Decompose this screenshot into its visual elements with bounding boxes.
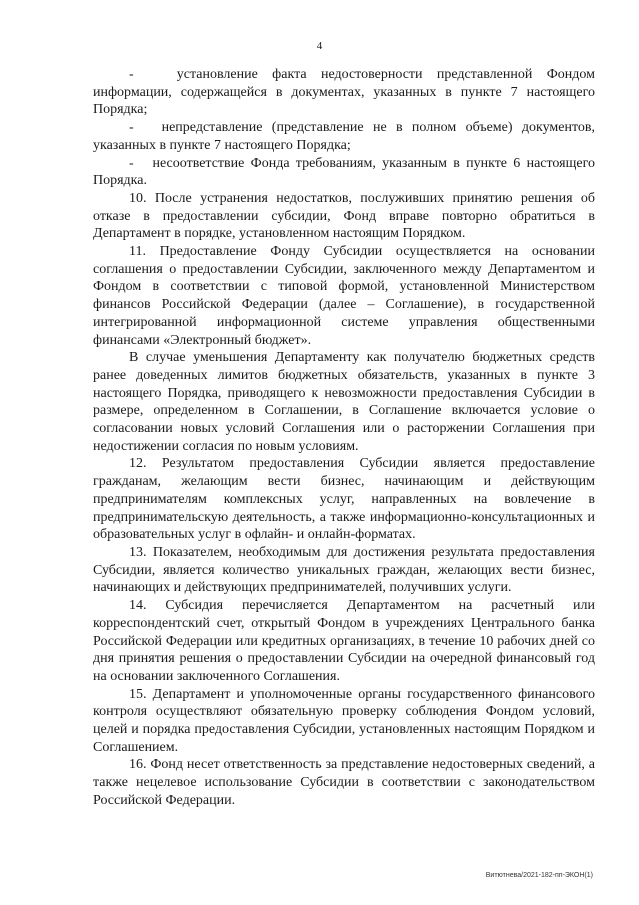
page-number: 4	[316, 40, 323, 52]
paragraph-10: 10. После устранения недостатков, послуживших принятию решения об отказе в предоставлении субсидии, Фонд вправе повторно обратиться в Департамент в порядке, установленном настоящим Порядком.	[93, 190, 595, 242]
document-footer-reference: Витютнева/2021-182-пп-ЭКОН(1)	[485, 872, 593, 879]
paragraph-13: 13. Показателем, необходимым для достижения результата предоставления Субсидии, является количество уникальных граждан, желающих вести бизнес, начинающих и действующих предпринимателей, получивших услуги.	[93, 544, 595, 596]
paragraph-14: 14. Субсидия перечисляется Департаментом на расчетный или корреспондентский счет, открытый Фондом в учреждениях Центрального банка Российской Федерации или кредитных организациях, в течение 10 рабочих дней со дня принятия решения о предоставлении Субсидии на очередной финансовый год на основании заключенного Соглашения.	[93, 598, 595, 684]
paragraph-15: 15. Департамент и уполномоченные органы государственного финансового контроля осуществляют обязательную проверку соблюдения Фондом условий, целей и порядка предоставления Субсидии, установленных настоящим Порядком и Соглашением.	[93, 686, 595, 755]
document-body	[93, 66, 595, 810]
paragraph-bullet-3: - несоответствие Фонда требованиям, указанным в пункте 6 настоящего Порядка.	[93, 155, 595, 189]
paragraph-12: 12. Результатом предоставления Субсидии является предоставление гражданам, желающим вести бизнес, начинающим и действующим предпринимателям комплексных услуг, направленных на вовлечение в предпринимательскую деятельность, а также информационно-консультационных и образовательных услуг в офлайн- и онлайн-форматах.	[93, 456, 595, 543]
paragraph-11-continued: В случае уменьшения Департаменту как получателю бюджетных средств ранее доведенных лимитов бюджетных обязательств, указанных в пункте 3 настоящего Порядка, приводящего к невозможности предоставления Субсидии в размере, определенном в Соглашении, в Соглашение включается условие о согласовании новых условий Соглашения или о расторжении Соглашения при недостижении согласия по новым условиям.	[93, 350, 595, 454]
paragraph-11: 11. Предоставление Фонду Субсидии осуществляется на основании соглашения о предоставлении Субсидии, заключенного между Департаментом и Фондом в соответствии с типовой формой, установленной Министерством финансов Российской Федерации (далее – Соглашение), в государственной интегрированной информационной системе управления общественными финансами «Электронный бюджет».	[93, 244, 595, 348]
paragraph-16: 16. Фонд несет ответственность за представление недостоверных сведений, а также нецелевое использование Субсидии в соответствии с законодательством Российской Федерации.	[93, 757, 595, 808]
paragraph-bullet-2: - непредставление (представление не в полном объеме) документов, указанных в пункте 7 настоящего Порядка;	[93, 120, 595, 153]
paragraph-bullet-1: - установление факта недостоверности представленной Фондом информации, содержащейся в документах, указанных в пункте 7 настоящего Порядка;	[93, 67, 595, 118]
